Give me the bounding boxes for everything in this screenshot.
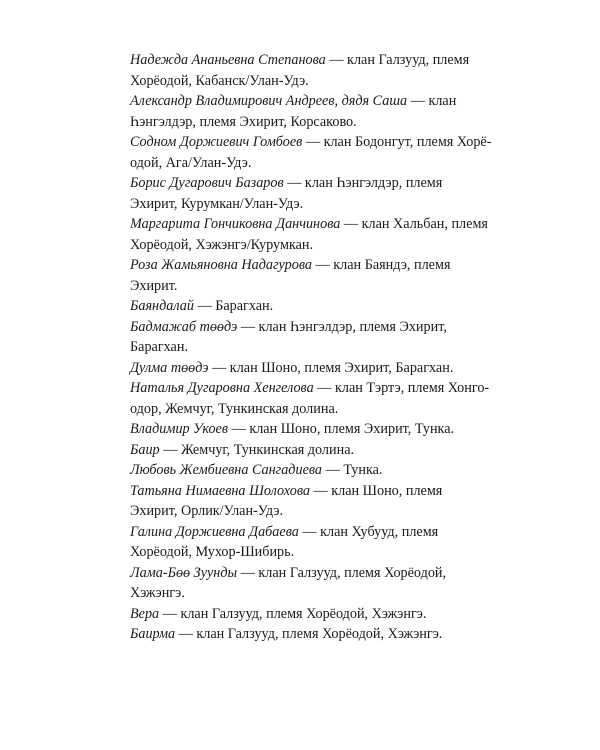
person-name: Лама-Бөө Зуунды <box>130 564 238 581</box>
list-item <box>130 563 492 604</box>
list-item <box>130 522 492 563</box>
person-details: — клан Тэртэ, племя Хонгоодор, Жемчуг, Тункинская долина. <box>130 380 490 417</box>
person-details: — клан Галзууд, племя Хорёодой, Хэжэнгэ. <box>130 564 447 601</box>
person-name: Бадмажаб төөдэ <box>130 318 238 335</box>
acknowledgements-list <box>130 50 492 645</box>
list-item <box>130 358 492 379</box>
person-name: Татьяна Нимаевна Шолохова <box>130 482 310 499</box>
list-item <box>130 378 492 419</box>
person-details: — клан Галзууд, племя Хорёодой, Хэжэнгэ. <box>159 605 427 622</box>
list-item <box>130 91 492 132</box>
person-name: Надежда Ананьевна Степанова <box>130 52 326 68</box>
list-item <box>130 255 492 296</box>
person-name: Баирма <box>130 626 176 642</box>
list-item <box>130 604 492 625</box>
list-item <box>130 50 492 91</box>
person-details: — клан Хальбан, племя Хорёодой, Хэжэнгэ/Курумкан. <box>130 216 488 253</box>
person-details: — Тунка. <box>322 462 383 478</box>
person-details: — клан Галзууд, племя Хорёодой, Хэжэнгэ. <box>175 626 443 642</box>
person-details: — Барагхан. <box>193 298 274 314</box>
person-details: — клан Шоно, племя Эхирит, Тунка. <box>228 421 455 437</box>
person-name: Баяндалай <box>130 298 194 314</box>
person-details: — Жемчуг, Тункинская долина. <box>159 441 355 458</box>
person-name: Александр Владимирович Андреев, дядя Саша <box>130 93 408 109</box>
person-name: Владимир Укоев <box>130 421 229 437</box>
person-name: Дулма төөдэ <box>130 359 209 376</box>
person-name: Баир <box>130 441 160 458</box>
person-details: — клан Галзууд, племя Хорёодой, Кабанск/Улан-Удэ. <box>130 52 470 89</box>
list-item <box>130 296 492 317</box>
list-item <box>130 419 492 440</box>
person-name: Наталья Дугаровна Хенгелова <box>130 380 314 396</box>
person-name: Любовь Жембиевна Сангадиева <box>130 462 323 478</box>
person-name: Борис Дугарович Базаров <box>130 175 284 191</box>
person-details: — клан Бодонгут, племя Хорёодой, Ага/Улан-Удэ. <box>130 134 492 171</box>
list-item <box>130 317 492 358</box>
list-item <box>130 214 492 255</box>
person-name: Роза Жамьяновна Надагурова <box>130 257 312 273</box>
person-details: — клан Хубууд, племя Хорёодой, Мухор-Шибирь. <box>130 523 439 560</box>
person-name: Содном Доржиевич Гомбоев <box>130 134 303 150</box>
person-name: Маргарита Гончиковна Данчинова <box>130 216 341 232</box>
person-details: — клан Һэнгэлдэр, племя Эхирит, Барагхан. <box>130 318 447 355</box>
list-item <box>130 481 492 522</box>
list-item <box>130 440 492 461</box>
person-details: — клан Шоно, племя Эхирит, Орлик/Улан-Удэ. <box>130 482 443 519</box>
list-item <box>130 460 492 481</box>
person-details: — клан Һэнгэлдэр, племя Эхирит, Корсаково. <box>130 93 457 130</box>
person-details: — клан Баяндэ, племя Эхирит. <box>130 257 451 294</box>
person-name: Вера <box>130 605 160 622</box>
list-item <box>130 173 492 214</box>
list-item <box>130 132 492 173</box>
person-name: Галина Доржиевна Дабаева <box>130 523 299 540</box>
person-details: — клан Шоно, племя Эхирит, Барагхан. <box>208 359 454 376</box>
list-item <box>130 624 492 645</box>
person-details: — клан Һэнгэлдэр, племя Эхирит, Курумкан/Улан-Удэ. <box>130 175 443 212</box>
